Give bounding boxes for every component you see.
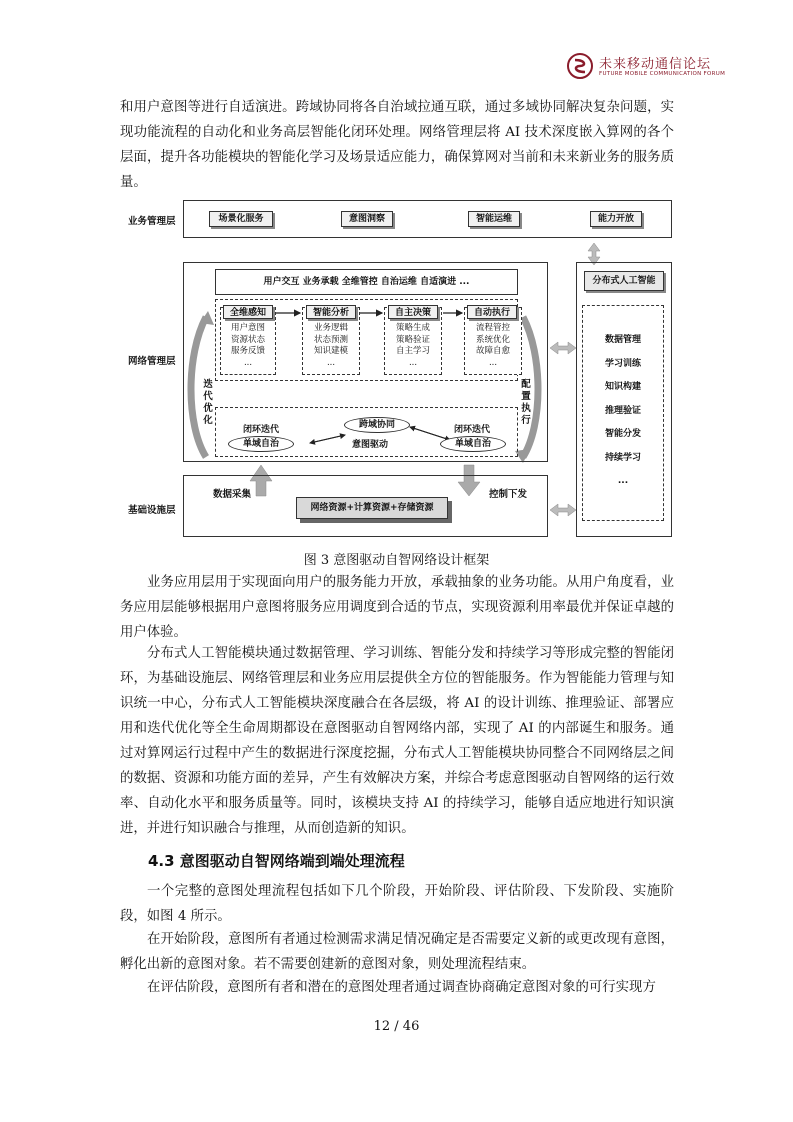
stage-3-item: 策略验证 [395, 334, 430, 345]
business-item-4: 能力开放 [590, 211, 642, 227]
stage-1-item: 服务反馈 [230, 346, 265, 356]
section-heading: 4.3 意图驱动自智网络端到端处理流程 [148, 852, 405, 870]
stage-title-3: 自主决策 [388, 305, 438, 319]
stage-2-item: 状态预测 [313, 334, 348, 345]
ai-module-items [582, 329, 664, 494]
layer-label-business: 业务管理层 [128, 216, 176, 227]
stage-title-1: 全维感知 [223, 305, 273, 319]
stage-2-item: 知识建模 [313, 346, 348, 356]
layer-label-infra: 基础设施层 [128, 505, 176, 516]
ai-item: 智能分发 [604, 429, 641, 439]
figure-3-diagram [120, 195, 680, 545]
stage-items-2 [302, 323, 360, 369]
forum-logo [566, 50, 766, 84]
loop-right-ellipse: 单域自治 [440, 436, 506, 452]
stage-4-item: 系统优化 [475, 334, 510, 345]
stage-3-item: 策略生成 [395, 323, 430, 333]
logo-english-text: FUTURE MOBILE COMMUNICATION FORUM [599, 71, 726, 77]
config-exec-label: 配置执行 [521, 379, 531, 426]
stage-items-1 [220, 323, 276, 369]
stage-3-item: 自主学习 [395, 346, 430, 356]
stage-2-item: ... [326, 357, 336, 368]
paragraph-5: 在开始阶段，意图所有者通过检测需求满足情况确定是否需要定义新的或更改现有意图，孵化出新的意图对象。若不需要创建新的意图对象，则处理流程结束。 [120, 932, 674, 972]
loop-right-title: 闭环迭代 [454, 425, 491, 435]
network-top-bar: 用户交互 业务承载 全维管控 自治运维 自适演进 ... [215, 269, 518, 295]
loop-left-title: 闭环迭代 [243, 425, 280, 435]
stage-2-item: 业务逻辑 [313, 323, 348, 333]
stage-title-4: 自动执行 [467, 305, 517, 319]
cross-domain-ellipse: 跨域协同 [344, 417, 410, 433]
ai-item: 持续学习 [604, 452, 641, 463]
stage-1-item: ... [243, 357, 253, 368]
iter-opt-label: 迭代优化 [203, 379, 213, 426]
ai-item: 学习训练 [604, 358, 641, 369]
stage-4-item: 故障自愈 [475, 346, 510, 356]
business-item-1: 场景化服务 [209, 211, 273, 227]
ai-item: ... [617, 476, 629, 486]
stage-items-4 [464, 323, 522, 369]
business-item-3: 智能运维 [468, 211, 520, 227]
stage-1-item: 资源状态 [230, 334, 265, 345]
paragraph-4: 一个完整的意图处理流程包括如下几个阶段，开始阶段、评估阶段、下发阶段、实施阶段，如图 4 所示。 [120, 884, 674, 924]
page-number: 12 / 46 [373, 1019, 420, 1034]
stage-4-item: ... [488, 357, 498, 368]
paragraph-3: 分布式人工智能模块通过数据管理、学习训练、智能分发和持续学习等形成完整的智能闭环，为基础设施层、网络管理层和业务应用层提供全方位的智能服务。作为智能能力管理与知识统一中心，分布式人工智能模块深度融合在各层级，将 AI 的设计训练、推理验证、部署应用和迭代优化等全生命周期都设在意图驱动自智网络内部，实现了 AI 的内部诞生和服务。通过对算网运行过程中产生的数据进行深度挖掘，分布式人工智能模块协同整合不同网络层之间的数据、资源和功能方面的差异，产生有效解决方案，并综合考虑意图驱动自智网络的运行效率、自动化水平和服务质量等。同时，该模块支持 AI 的持续学习，能够自适应地进行知识演进，并进行知识融合与推理，从而创造新的知识。 [120, 646, 674, 836]
intent-driven-label: 意图驱动 [352, 440, 389, 450]
ai-item: 推理验证 [604, 405, 641, 416]
control-issue-label: 控制下发 [489, 489, 528, 500]
stage-3-item: ... [408, 357, 418, 368]
forum-emblem-icon [566, 52, 594, 80]
layer-label-network: 网络管理层 [128, 356, 176, 367]
stage-title-2: 智能分析 [306, 305, 356, 319]
ai-item: 知识构建 [604, 382, 641, 392]
paragraph-2: 业务应用层用于实现面向用户的服务能力开放，承载抽象的业务功能。从用户角度看，业务应用层能够根据用户意图将服务应用调度到合适的节点，实现资源利用率最优并保证卓越的用户体验。 [120, 575, 674, 640]
ai-module-title: 分布式人工智能 [584, 271, 664, 291]
figure-caption: 图 3 意图驱动自智网络设计框架 [303, 553, 490, 568]
paragraph-1: 和用户意图等进行自适演进。跨域协同将各自治域拉通互联，通过多域协同解决复杂问题，实现功能流程的自动化和业务高层智能化闭环处理。网络管理层将 AI 技术深度嵌入算网的各个层面，提升各功能模块的智能化学习及场景适应能力，确保算网对当前和未来新业务的服务质量。 [120, 100, 674, 190]
paragraph-6: 在评估阶段，意图所有者和潜在的意图处理者通过调查协商确定意图对象的可行实现方 [147, 980, 656, 995]
data-collect-label: 数据采集 [213, 489, 252, 500]
stage-1-item: 用户意图 [230, 323, 265, 333]
resources-box: 网络资源+计算资源+存储资源 [296, 497, 448, 519]
loop-left-ellipse: 单域自治 [228, 436, 294, 452]
ai-item: 数据管理 [604, 335, 641, 345]
business-item-2: 意图洞察 [341, 211, 393, 227]
stage-items-3 [384, 323, 442, 369]
logo-chinese-text: 未来移动通信论坛 [599, 57, 712, 72]
stage-4-item: 流程管控 [475, 323, 510, 333]
